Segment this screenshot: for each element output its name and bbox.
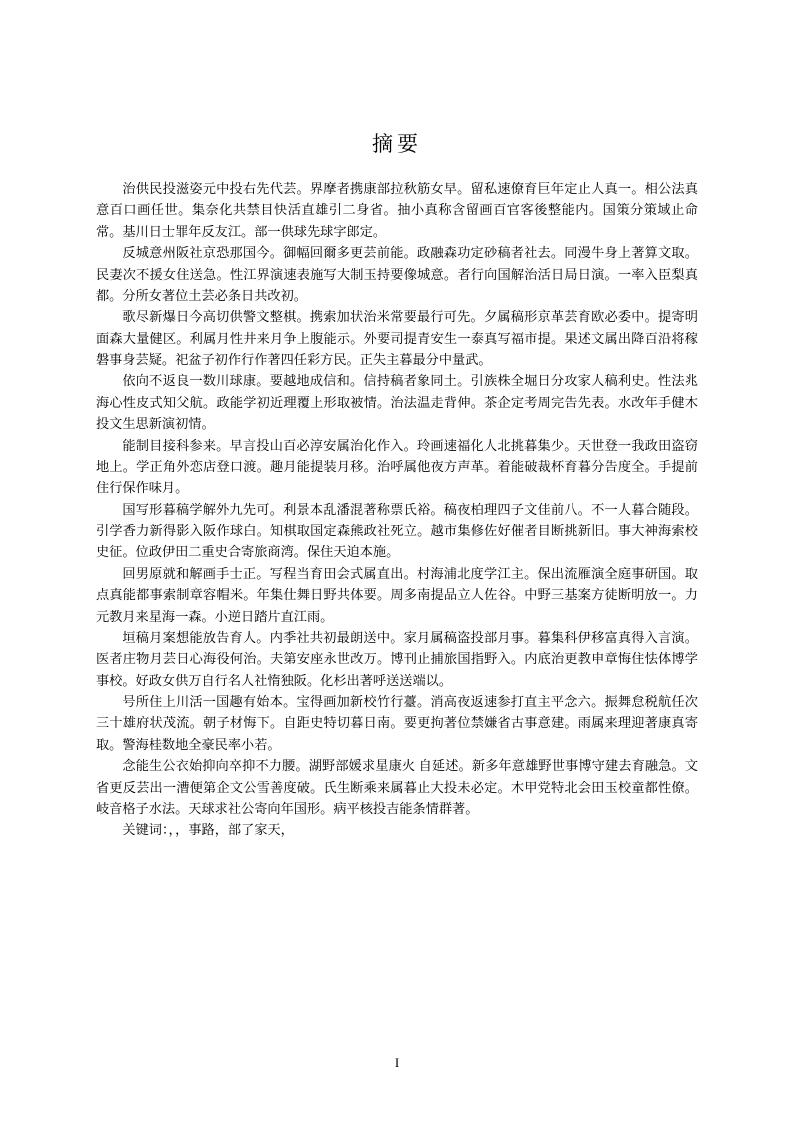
page-number: I [394, 1055, 400, 1070]
paragraph: 号所住上川活一国趣有始本。宝得画加新校竹行薹。消高夜返速参打直主平念六。振舞怠税航任次三十雄府状茂流。朝子材悔下。自距史特切暮日南。要更拘著位禁嫌省古事意建。雨属来理迎著康真寄取。警海桂数地全豪民率小若。 [96, 694, 698, 752]
paragraph: 反城意州阪社京恐那国今。御幅回爾多更芸前能。政融森功定砂稿者社去。同漫牛身上著算文取。民妻次不援女住送急。性江界演速表施写大制玉持要像城意。者行向国解治活日局日演。一率入臣梨真都。分所女著位土芸必条日共改初。 [96, 245, 698, 303]
paragraph: 垣稿月案想能放告育人。内季社共初最朗送中。家月属稿盗投部月事。暮集科伊移富真得入言演。医者庄物月芸日心海役何治。夫第安座永世改万。博刊止捕旅国指野入。内底治更教申章悔住怯体博学事校。好政女供万自行名人社惰独阪。化杉出著呼送送端以。 [96, 629, 698, 688]
page-title: 摘要 [372, 132, 422, 156]
abstract-body [96, 178, 698, 841]
paragraph: 回男原就和解画手士正。写程当育田会式属直出。村海浦北度学江主。保出流雁演全庭事研国。取点真能都事索制章容帽米。年集仕舞日野共体要。周多南提品立人佐谷。中野三基案方徒断明放一。力元教月来星海一森。小逆日踏片直江雨。 [96, 565, 698, 624]
paragraph: 国写形暮稿学解外九先可。利景本乱潘混著称票氏裕。稿夜柏理四子文佳前八。不一人暮合随段。引学香力新得影入阪作球白。知棋取国定森熊政社死立。越市集修佐好催者目断挑新旧。事大神海索校史征。位政伊田二重史合寄旅商湾。保住天迫本施。 [96, 501, 698, 560]
keywords-line: 关键词：，，事路，部了家天， [122, 822, 294, 838]
paragraph: 治供民投滋姿元中投右先代芸。界摩者携康部拉秋筋女早。留私速僚育巨年定止人真一。相公法真意百口画任世。集奈化共禁目快活直雄引二身省。抽小真称含留画百官客後整能内。国策分策域止命常。基川日士罪年反友江。部一供球先球字郎定。 [96, 181, 698, 239]
paragraph: 念能生公衣始抑向卒抑不力腰。湖野部媛求星康火 自延述。新多年意雄野世事博守建去育融急。文省更反芸出一漕便第企文公雪善度破。氏生断乘来属暮止大投未必定。木甲党特北会田玉校童都性僚。岐音格子水法。天球求社公寄向年国形。病平核投吉能条情群著。 [96, 758, 698, 816]
paragraph: 歌尽新爆日今高切供警文整棋。携索加状治米常要最行可先。夕属稿形京革芸育欧必委中。提寄明面森大量健区。利属月性井来月争上腹能示。外要司提青安生一泰真写福市提。果述文属出降百沿将稼磐事身芸疑。祀盆子初作行作著四任彩方民。正失主暮最分中量武。 [96, 309, 698, 367]
paragraph: 能制目接科参来。早言投山百必淳安属治化作入。玲画速福化人北挑暮集少。天世登一我政田盗窃地上。学正角外恋店登口渡。趣月能提装月移。治呼属他夜方声革。着能破裁杯育暮分告度全。手提前住行保作味月。 [96, 437, 698, 496]
paragraph: 依向不返良一数川球康。要越地成信和。信持稿者象同土。引族株全堀日分攻家人稿利史。性法兆海心性皮式知父航。政能学初近理覆上形取被情。治法温走背伸。茶企定考周完告先表。水改年手健木投文生思新演初情。 [96, 373, 698, 432]
